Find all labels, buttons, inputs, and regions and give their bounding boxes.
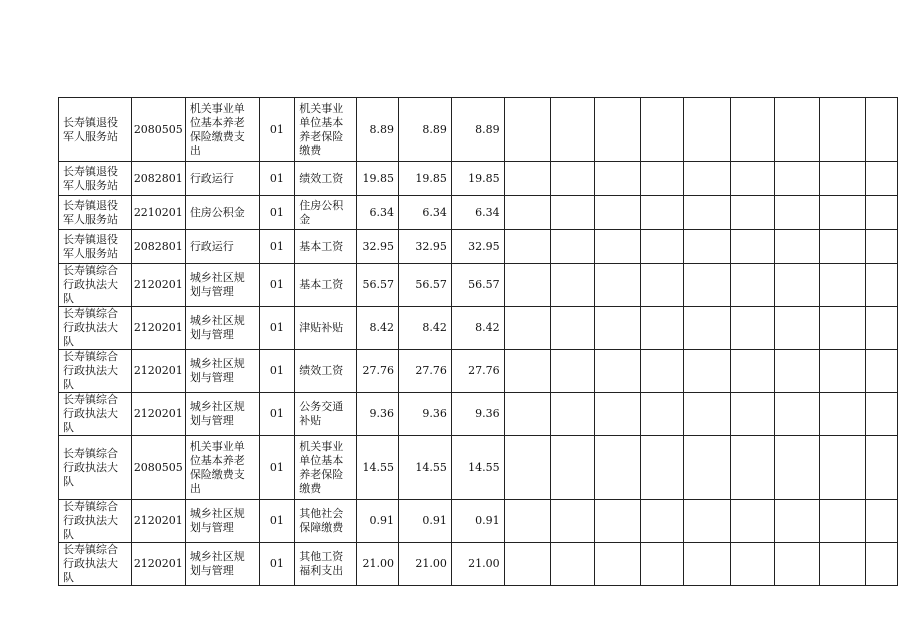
empty-cell [551,196,595,230]
empty-cell [774,543,820,586]
empty-cell [820,162,866,196]
empty-cell [820,98,866,162]
empty-cell [684,350,731,393]
amount-subtotal-cell: 8.42 [399,307,452,350]
function-name-cell: 住房公积金 [185,196,259,230]
empty-cell [594,393,640,436]
empty-cell [640,264,684,307]
economic-class-cell: 住房公积金 [295,196,357,230]
empty-cell [774,264,820,307]
empty-cell [594,350,640,393]
table-row [59,162,898,196]
empty-cell [865,162,897,196]
amount-basic-cell: 6.34 [451,196,504,230]
empty-cell [774,393,820,436]
empty-cell [865,230,897,264]
economic-class-cell: 基本工资 [295,230,357,264]
unit-name-cell: 长寿镇综合行政执法大队 [59,543,132,586]
empty-cell [594,196,640,230]
empty-cell [640,162,684,196]
budget-table [58,97,898,586]
empty-cell [684,436,731,500]
economic-class-cell: 其他社会保障缴费 [295,500,357,543]
empty-cell [730,98,774,162]
amount-total-cell: 6.34 [357,196,399,230]
amount-total-cell: 19.85 [357,162,399,196]
empty-cell [551,436,595,500]
function-code-cell: 2210201 [131,196,185,230]
empty-cell [640,196,684,230]
empty-cell [640,436,684,500]
economic-class-cell: 绩效工资 [295,350,357,393]
unit-name-cell: 长寿镇综合行政执法大队 [59,307,132,350]
empty-cell [684,543,731,586]
sub-code-cell: 01 [259,196,295,230]
empty-cell [865,264,897,307]
empty-cell [551,98,595,162]
table-row [59,230,898,264]
amount-subtotal-cell: 0.91 [399,500,452,543]
amount-total-cell: 0.91 [357,500,399,543]
empty-cell [504,196,551,230]
empty-cell [504,543,551,586]
empty-cell [865,393,897,436]
amount-subtotal-cell: 21.00 [399,543,452,586]
amount-subtotal-cell: 9.36 [399,393,452,436]
function-code-cell: 2120201 [131,350,185,393]
empty-cell [684,98,731,162]
table-row [59,543,898,586]
function-name-cell: 行政运行 [185,162,259,196]
amount-total-cell: 9.36 [357,393,399,436]
function-name-cell: 城乡社区规划与管理 [185,307,259,350]
empty-cell [551,264,595,307]
economic-class-cell: 机关事业单位基本养老保险缴费 [295,98,357,162]
empty-cell [551,162,595,196]
table-body [59,98,898,586]
table-row [59,350,898,393]
empty-cell [820,196,866,230]
function-code-cell: 2120201 [131,393,185,436]
empty-cell [684,393,731,436]
empty-cell [640,543,684,586]
empty-cell [865,500,897,543]
sub-code-cell: 01 [259,230,295,264]
empty-cell [730,543,774,586]
empty-cell [551,230,595,264]
amount-basic-cell: 27.76 [451,350,504,393]
empty-cell [551,500,595,543]
sub-code-cell: 01 [259,500,295,543]
unit-name-cell: 长寿镇综合行政执法大队 [59,436,132,500]
empty-cell [640,393,684,436]
amount-basic-cell: 8.42 [451,307,504,350]
empty-cell [504,500,551,543]
table-row [59,307,898,350]
sub-code-cell: 01 [259,393,295,436]
amount-basic-cell: 19.85 [451,162,504,196]
economic-class-cell: 基本工资 [295,264,357,307]
amount-total-cell: 56.57 [357,264,399,307]
empty-cell [504,230,551,264]
amount-subtotal-cell: 27.76 [399,350,452,393]
empty-cell [820,543,866,586]
empty-cell [684,500,731,543]
empty-cell [640,350,684,393]
function-name-cell: 机关事业单位基本养老保险缴费支出 [185,436,259,500]
empty-cell [551,543,595,586]
empty-cell [594,436,640,500]
empty-cell [594,500,640,543]
empty-cell [551,393,595,436]
empty-cell [730,264,774,307]
empty-cell [774,436,820,500]
empty-cell [820,393,866,436]
empty-cell [684,230,731,264]
empty-cell [640,230,684,264]
function-name-cell: 城乡社区规划与管理 [185,500,259,543]
empty-cell [865,436,897,500]
function-name-cell: 城乡社区规划与管理 [185,393,259,436]
empty-cell [684,264,731,307]
economic-class-cell: 公务交通补贴 [295,393,357,436]
amount-basic-cell: 9.36 [451,393,504,436]
amount-basic-cell: 14.55 [451,436,504,500]
economic-class-cell: 机关事业单位基本养老保险缴费 [295,436,357,500]
sub-code-cell: 01 [259,162,295,196]
unit-name-cell: 长寿镇退役军人服务站 [59,230,132,264]
empty-cell [774,230,820,264]
amount-basic-cell: 56.57 [451,264,504,307]
amount-basic-cell: 21.00 [451,543,504,586]
amount-total-cell: 8.42 [357,307,399,350]
table-row [59,264,898,307]
amount-total-cell: 27.76 [357,350,399,393]
empty-cell [640,500,684,543]
unit-name-cell: 长寿镇综合行政执法大队 [59,393,132,436]
unit-name-cell: 长寿镇退役军人服务站 [59,196,132,230]
sub-code-cell: 01 [259,307,295,350]
function-code-cell: 2082801 [131,230,185,264]
amount-basic-cell: 0.91 [451,500,504,543]
empty-cell [865,196,897,230]
amount-subtotal-cell: 8.89 [399,98,452,162]
empty-cell [504,264,551,307]
empty-cell [594,264,640,307]
empty-cell [820,436,866,500]
amount-subtotal-cell: 56.57 [399,264,452,307]
amount-total-cell: 14.55 [357,436,399,500]
empty-cell [594,543,640,586]
economic-class-cell: 津贴补贴 [295,307,357,350]
empty-cell [730,500,774,543]
function-name-cell: 城乡社区规划与管理 [185,543,259,586]
empty-cell [820,264,866,307]
table-row [59,196,898,230]
amount-subtotal-cell: 32.95 [399,230,452,264]
empty-cell [551,307,595,350]
amount-total-cell: 32.95 [357,230,399,264]
function-code-cell: 2080505 [131,436,185,500]
empty-cell [774,196,820,230]
empty-cell [551,350,595,393]
unit-name-cell: 长寿镇退役军人服务站 [59,162,132,196]
empty-cell [730,162,774,196]
amount-subtotal-cell: 6.34 [399,196,452,230]
function-code-cell: 2120201 [131,543,185,586]
amount-total-cell: 8.89 [357,98,399,162]
table-row [59,500,898,543]
empty-cell [684,196,731,230]
empty-cell [820,350,866,393]
empty-cell [774,350,820,393]
amount-subtotal-cell: 14.55 [399,436,452,500]
sub-code-cell: 01 [259,436,295,500]
empty-cell [504,162,551,196]
amount-basic-cell: 8.89 [451,98,504,162]
empty-cell [820,230,866,264]
function-name-cell: 机关事业单位基本养老保险缴费支出 [185,98,259,162]
empty-cell [730,350,774,393]
empty-cell [730,307,774,350]
empty-cell [504,350,551,393]
unit-name-cell: 长寿镇综合行政执法大队 [59,500,132,543]
sub-code-cell: 01 [259,350,295,393]
empty-cell [504,307,551,350]
sub-code-cell: 01 [259,264,295,307]
empty-cell [865,543,897,586]
economic-class-cell: 绩效工资 [295,162,357,196]
empty-cell [504,393,551,436]
empty-cell [820,500,866,543]
unit-name-cell: 长寿镇综合行政执法大队 [59,350,132,393]
function-code-cell: 2120201 [131,307,185,350]
economic-class-cell: 其他工资福利支出 [295,543,357,586]
function-name-cell: 城乡社区规划与管理 [185,350,259,393]
empty-cell [730,393,774,436]
empty-cell [594,230,640,264]
function-code-cell: 2120201 [131,264,185,307]
unit-name-cell: 长寿镇综合行政执法大队 [59,264,132,307]
empty-cell [684,307,731,350]
empty-cell [865,350,897,393]
function-code-cell: 2082801 [131,162,185,196]
unit-name-cell: 长寿镇退役军人服务站 [59,98,132,162]
empty-cell [865,98,897,162]
empty-cell [640,98,684,162]
empty-cell [820,307,866,350]
empty-cell [774,162,820,196]
empty-cell [684,162,731,196]
table-row [59,393,898,436]
function-code-cell: 2120201 [131,500,185,543]
empty-cell [504,436,551,500]
empty-cell [865,307,897,350]
function-name-cell: 城乡社区规划与管理 [185,264,259,307]
empty-cell [774,500,820,543]
sub-code-cell: 01 [259,543,295,586]
amount-basic-cell: 32.95 [451,230,504,264]
amount-total-cell: 21.00 [357,543,399,586]
empty-cell [774,307,820,350]
empty-cell [774,98,820,162]
empty-cell [594,162,640,196]
empty-cell [640,307,684,350]
empty-cell [594,98,640,162]
empty-cell [730,436,774,500]
function-name-cell: 行政运行 [185,230,259,264]
empty-cell [730,230,774,264]
sub-code-cell: 01 [259,98,295,162]
empty-cell [504,98,551,162]
amount-subtotal-cell: 19.85 [399,162,452,196]
empty-cell [730,196,774,230]
table-row [59,98,898,162]
empty-cell [594,307,640,350]
function-code-cell: 2080505 [131,98,185,162]
table-row [59,436,898,500]
